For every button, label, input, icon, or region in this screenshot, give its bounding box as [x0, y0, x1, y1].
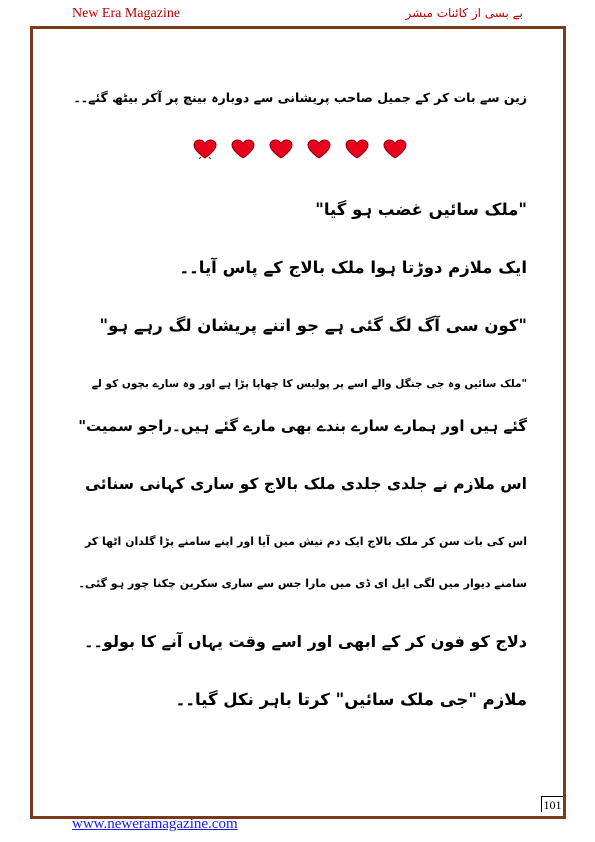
- paragraph-6: اس ملازم نے جلدی جلدی ملک بالاج کو ساری کہانی سنائی: [85, 475, 527, 493]
- paragraph-9: ملازم "جی ملک سائیں" کرتا باہر نکل گیا۔۔: [175, 690, 527, 709]
- paragraph-3: ایک ملازم دوڑتا ہوا ملک بالاج کے پاس آیا۔۔: [179, 258, 527, 277]
- paragraph-2: "ملک سائیں غضب ہو گیا": [315, 200, 527, 219]
- heart-icon: [231, 139, 255, 159]
- paragraph-5-line-1: "ملک سائیں وہ جی جنگل والے اسے پر پولیس کا چھاپا پڑا ہے اور وہ سارے بچوں کو لے: [91, 378, 527, 390]
- heart-icon: [307, 139, 331, 159]
- heart-icon: [269, 139, 293, 159]
- paragraph-5-line-2: گئے ہیں اور ہمارے سارے بندے بھی مارے گئے ہیں۔راجو سمیت": [78, 417, 527, 435]
- paragraph-7-line-1: اس کی بات سن کر ملک بالاج ایک دم تیش میں آیا اور اپنے سامنے پڑا گلدان اٹھا کر: [84, 535, 527, 548]
- paragraph-1: زین سے بات کر کے جمیل صاحب پریشانی سے دوبارہ بینچ پر آکر بیٹھ گئے۔۔: [73, 90, 527, 105]
- heart-icon: [193, 139, 217, 159]
- page-number: 101: [541, 796, 563, 812]
- header-novel-title: بے بسی از کائنات مبشر: [405, 6, 523, 20]
- heart-icon: [345, 139, 369, 159]
- paragraph-4: "کون سی آگ لگ گئی ہے جو اتنے پریشان لگ رہے ہو": [99, 316, 527, 335]
- footer-website-link[interactable]: www.neweramagazine.com: [72, 816, 238, 832]
- paragraph-8: دلاج کو فون کر کے ابھی اور اسے وقت یہاں آنے کا بولو۔۔: [84, 632, 527, 651]
- paragraph-7-line-2: سامنے دیوار میں لگی ایل ای ڈی میں مارا جس سے ساری سکرین چکنا چور ہو گئی۔: [78, 577, 527, 590]
- heart-ornament-row: [72, 139, 527, 159]
- heart-icon: [383, 139, 407, 159]
- header-magazine-name: New Era Magazine: [72, 6, 181, 21]
